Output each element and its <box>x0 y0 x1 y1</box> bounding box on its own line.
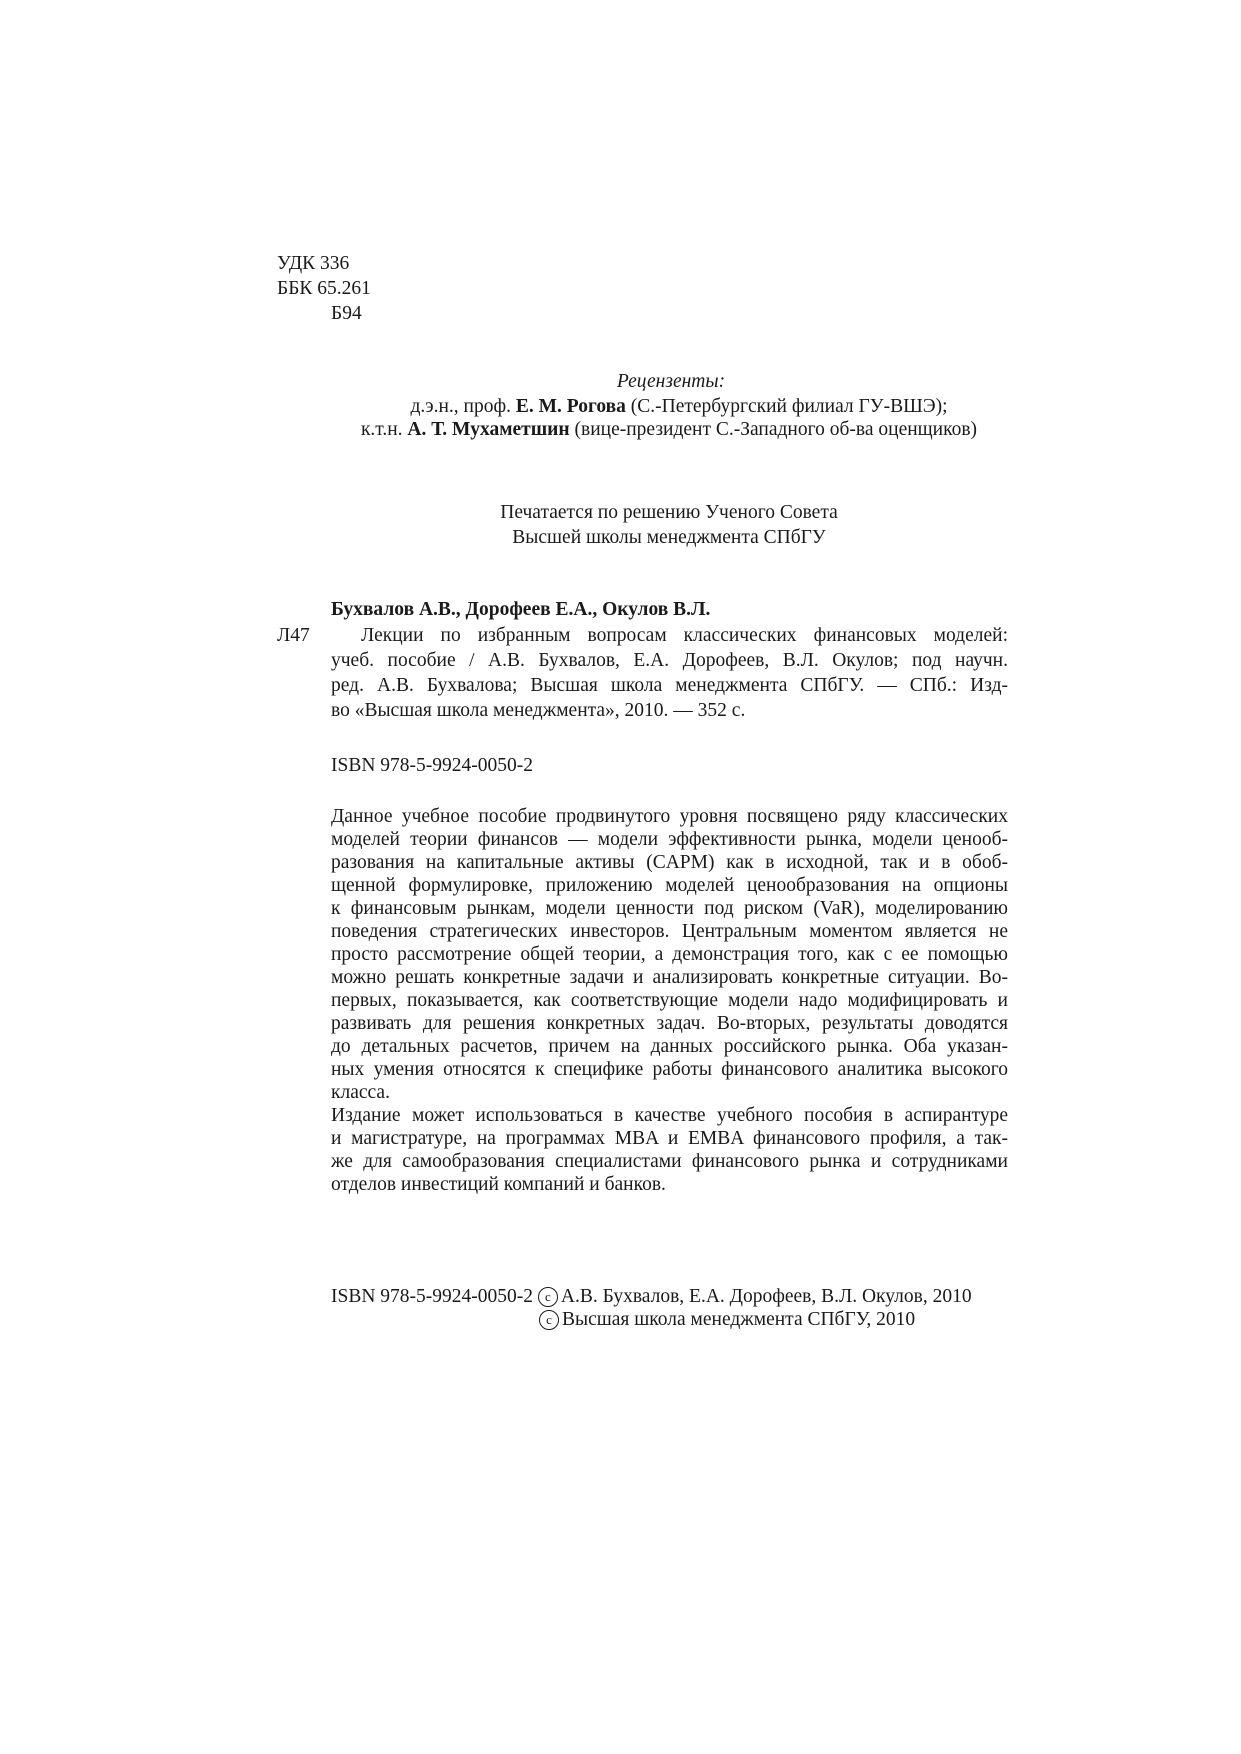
annotation-line: можно решать конкретные задачи и анализировать конкретные ситуации. Во- <box>331 967 1008 988</box>
library-code: Л47 <box>277 625 310 646</box>
isbn: ISBN 978-5-9924-0050-2 <box>331 755 534 776</box>
copyright-line-1 <box>331 1284 972 1309</box>
annotation-line: моделей теории финансов — модели эффективности рынка, модели ценооб- <box>331 829 1008 850</box>
annotation-line: Издание может использоваться в качестве учебного пособия в аспирантуре <box>331 1105 1008 1126</box>
annotation-line: первых, показывается, как соответствующие модели надо модифицировать и <box>331 990 1008 1011</box>
author-mark: Б94 <box>331 303 362 324</box>
copyright-icon: c <box>539 1310 559 1330</box>
annotation-line: просто рассмотрение общей теории, а демонстрация того, как с ее помощью <box>331 944 1008 965</box>
annotation <box>331 805 1008 1196</box>
reviewer-degree: к.т.н. <box>360 419 403 440</box>
bibliography-authors: Бухвалов А.В., Дорофеев Е.А., Окулов В.Л. <box>331 599 711 620</box>
annotation-line: класса. <box>331 1082 390 1103</box>
bbk-code: ББК 65.261 <box>277 278 371 299</box>
annotation-line: к финансовым рынкам, модели ценности под риском (VaR), моделированию <box>331 898 1008 919</box>
bib-line: Лекции по избранным вопросам классических финансовых моделей: <box>361 625 1008 646</box>
copyright-isbn: ISBN 978-5-9924-0050-2 <box>331 1286 534 1307</box>
annotation-line: Данное учебное пособие продвинутого уровня посвящено ряду классических <box>331 806 1008 827</box>
bib-line: учеб. пособие / А.В. Бухвалов, Е.А. Дорофеев, В.Л. Окулов; под научн. <box>331 650 1008 671</box>
annotation-line: поведения стратегических инвесторов. Центральным моментом является не <box>331 921 1008 942</box>
reviewers-heading: Рецензенты: <box>616 371 726 392</box>
reviewer-name: А. Т. Мухаметшин <box>407 419 570 440</box>
annotation-line: щенной формулировке, приложению моделей ценообразования на опционы <box>331 875 1008 896</box>
reviewer-affiliation: (С.-Петербургский филиал ГУ-ВШЭ); <box>630 396 948 417</box>
annotation-line: развивать для решения конкретных задач. Во-вторых, результаты доводятся <box>331 1013 1008 1034</box>
copyright-line-2 <box>539 1307 915 1332</box>
udk-code: УДК 336 <box>277 253 350 274</box>
copyright-holder: А.В. Бухвалов, Е.А. Дорофеев, В.Л. Окулов, 2010 <box>560 1286 972 1307</box>
copyright-icon: c <box>538 1287 558 1307</box>
annotation-line: же для самообразования специалистами финансового рынка и сотрудниками <box>331 1151 1008 1172</box>
annotation-line: разования на капитальные активы (CAPM) как в исходной, так и в обоб- <box>331 852 1008 873</box>
annotation-line: ных умения относятся к специфике работы финансового аналитика высокого <box>331 1059 1008 1080</box>
reviewer-affiliation: (вице-президент С.-Западного об-ва оценщиков) <box>574 419 978 440</box>
reviewer-2 <box>361 417 977 442</box>
approval-line-1: Печатается по решению Ученого Совета <box>500 502 838 523</box>
bibliographic-record <box>331 623 1008 723</box>
annotation-line: отделов инвестиций компаний и банков. <box>331 1174 666 1195</box>
annotation-line: и магистратуре, на программах MBA и EMBA финансового профиля, а так- <box>331 1128 1008 1149</box>
copyright-holder: Высшая школа менеджмента СПбГУ, 2010 <box>562 1309 916 1330</box>
reviewer-1 <box>410 394 947 419</box>
reviewer-degree: д.э.н., проф. <box>410 396 511 417</box>
approval-line-2: Высшей школы менеджмента СПбГУ <box>512 527 826 548</box>
annotation-line: до детальных расчетов, причем на данных российского рынка. Оба указан- <box>331 1036 1008 1057</box>
bib-line: ред. А.В. Бухвалова; Высшая школа менеджмента СПбГУ. — СПб.: Изд- <box>331 675 1008 696</box>
reviewer-name: Е. М. Рогова <box>515 396 626 417</box>
bib-line: во «Высшая школа менеджмента», 2010. — 352 с. <box>331 700 746 721</box>
